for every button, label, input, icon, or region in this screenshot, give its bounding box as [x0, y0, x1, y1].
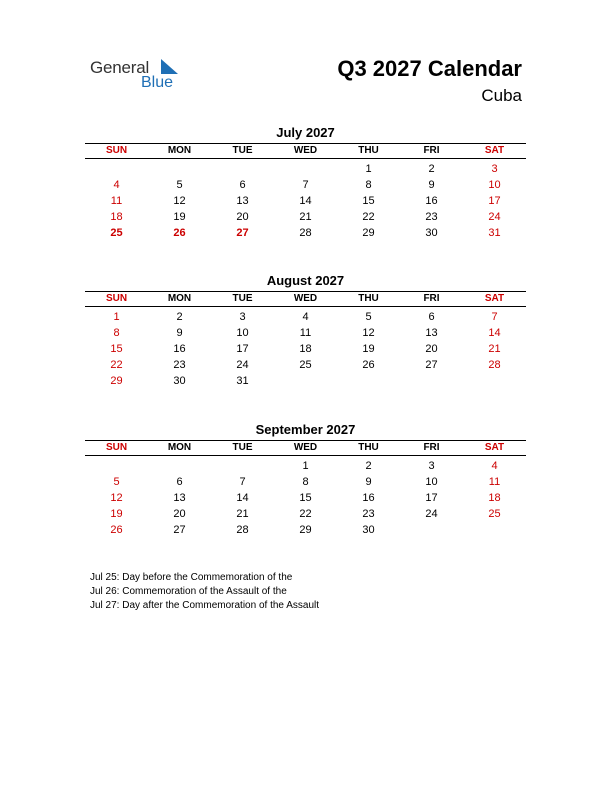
day-cell: 31 [236, 375, 249, 387]
weekday-label: SUN [105, 145, 128, 156]
day-cell: 8 [365, 179, 372, 191]
day-cell: 9 [365, 476, 372, 488]
day-cell: 22 [362, 211, 375, 223]
day-cell: 22 [110, 359, 123, 371]
day-cell: 1 [113, 311, 120, 323]
month-calendar-july [85, 125, 526, 241]
weekday-label: SUN [105, 442, 128, 453]
day-cell: 4 [302, 311, 309, 323]
day-cell: 23 [362, 508, 375, 520]
day-cell: 13 [425, 327, 438, 339]
day-cell: 11 [110, 195, 123, 207]
empty-day-cell [148, 458, 211, 474]
day-cell: 25 [488, 508, 501, 520]
day-cell: 18 [110, 211, 123, 223]
logo-triangle-icon [161, 59, 178, 74]
day-cell: 21 [488, 343, 501, 355]
day-cell: 24 [488, 211, 501, 223]
empty-day-cell [274, 161, 337, 177]
day-cell: 30 [173, 375, 186, 387]
day-cell: 21 [299, 211, 312, 223]
weekday-label: WED [293, 442, 318, 453]
day-cell: 13 [236, 195, 249, 207]
day-cell: 1 [365, 163, 372, 175]
day-cell: 3 [491, 163, 498, 175]
day-cell: 6 [176, 476, 183, 488]
holiday-note: Jul 27: Day after the Commemoration of the Assault [90, 600, 319, 611]
day-cell: 31 [488, 227, 501, 239]
weekday-label: FRI [423, 442, 440, 453]
day-cell: 6 [428, 311, 435, 323]
day-cell: 25 [299, 359, 312, 371]
weekday-label: TUE [232, 145, 253, 156]
day-cell: 18 [488, 492, 501, 504]
empty-day-cell [211, 161, 274, 177]
day-cell: 26 [362, 359, 375, 371]
weekday-label: THU [358, 293, 379, 304]
day-cell: 19 [173, 211, 186, 223]
holiday-notes [90, 571, 370, 613]
day-cell: 3 [239, 311, 246, 323]
day-cell: 8 [113, 327, 120, 339]
month-title: August 2027 [266, 273, 345, 288]
day-cell: 2 [365, 460, 372, 472]
day-cell: 9 [176, 327, 183, 339]
day-cell: 26 [110, 524, 123, 536]
holiday-day-cell: 26 [173, 227, 186, 239]
weekday-label: THU [358, 145, 379, 156]
day-cell: 21 [236, 508, 249, 520]
weekday-label: SUN [105, 293, 128, 304]
weekday-label: WED [293, 293, 318, 304]
day-cell: 28 [236, 524, 249, 536]
day-cell: 12 [173, 195, 186, 207]
weekday-label: MON [167, 145, 192, 156]
empty-day-cell [211, 458, 274, 474]
day-cell: 2 [176, 311, 183, 323]
day-cell: 10 [236, 327, 249, 339]
day-cell: 19 [110, 508, 123, 520]
holiday-note: Jul 25: Day before the Commemoration of the [90, 572, 293, 583]
page-title: Q3 2027 Calendar [337, 56, 522, 81]
holiday-day-cell: 25 [110, 227, 123, 239]
day-cell: 2 [428, 163, 435, 175]
day-cell: 17 [425, 492, 438, 504]
day-cell: 10 [425, 476, 438, 488]
logo-blue-text: Blue [141, 74, 174, 91]
weekday-label: SAT [484, 145, 505, 156]
day-cell: 20 [425, 343, 438, 355]
day-cell: 7 [302, 179, 309, 191]
weekday-label: THU [358, 442, 379, 453]
day-cell: 20 [173, 508, 186, 520]
day-cell: 14 [488, 327, 501, 339]
day-cell: 4 [491, 460, 498, 472]
weekday-label: WED [293, 145, 318, 156]
holiday-note: Jul 26: Commemoration of the Assault of the [90, 586, 287, 597]
day-cell: 24 [425, 508, 438, 520]
day-cell: 27 [425, 359, 438, 371]
day-cell: 29 [299, 524, 312, 536]
weekday-header-row [85, 440, 526, 456]
weekday-label: FRI [423, 293, 440, 304]
weekday-label: MON [167, 293, 192, 304]
day-cell: 4 [113, 179, 120, 191]
day-cell: 17 [488, 195, 501, 207]
day-cell: 12 [110, 492, 123, 504]
day-cell: 23 [425, 211, 438, 223]
day-cell: 1 [302, 460, 309, 472]
day-cell: 16 [362, 492, 375, 504]
weekday-header-row [85, 143, 526, 159]
day-cell: 15 [362, 195, 375, 207]
day-cell: 3 [428, 460, 435, 472]
day-cell: 5 [113, 476, 120, 488]
day-cell: 20 [236, 211, 249, 223]
day-cell: 5 [176, 179, 183, 191]
country-name: Cuba [481, 86, 522, 105]
day-cell: 30 [425, 227, 438, 239]
day-grid [85, 458, 526, 538]
weekday-label: TUE [232, 293, 253, 304]
month-title: July 2027 [276, 125, 335, 140]
day-cell: 7 [239, 476, 246, 488]
weekday-label: SAT [484, 293, 505, 304]
day-cell: 27 [173, 524, 186, 536]
day-cell: 10 [488, 179, 501, 191]
day-cell: 15 [110, 343, 123, 355]
day-cell: 12 [362, 327, 375, 339]
month-calendar-august [85, 273, 526, 389]
day-cell: 13 [173, 492, 186, 504]
weekday-header-row [85, 291, 526, 307]
day-cell: 16 [425, 195, 438, 207]
day-cell: 5 [365, 311, 372, 323]
day-cell: 9 [428, 179, 435, 191]
day-cell: 16 [173, 343, 186, 355]
month-calendar-september [85, 422, 526, 538]
weekday-label: SAT [484, 442, 505, 453]
holiday-day-cell: 27 [236, 227, 249, 239]
day-cell: 19 [362, 343, 375, 355]
day-cell: 29 [110, 375, 123, 387]
day-cell: 11 [299, 327, 312, 339]
empty-day-cell [85, 458, 148, 474]
day-cell: 28 [299, 227, 312, 239]
day-cell: 28 [488, 359, 501, 371]
day-cell: 14 [299, 195, 312, 207]
brand-logo [90, 56, 190, 96]
day-cell: 24 [236, 359, 249, 371]
day-cell: 6 [239, 179, 246, 191]
day-cell: 14 [236, 492, 249, 504]
day-cell: 11 [488, 476, 501, 488]
day-grid [85, 309, 526, 389]
day-cell: 29 [362, 227, 375, 239]
logo-general-text: General [90, 58, 150, 77]
weekday-label: FRI [423, 145, 440, 156]
month-title: September 2027 [255, 422, 356, 437]
day-cell: 8 [302, 476, 309, 488]
day-grid [85, 161, 526, 241]
empty-day-cell [85, 161, 148, 177]
day-cell: 30 [362, 524, 375, 536]
day-cell: 23 [173, 359, 186, 371]
day-cell: 7 [491, 311, 498, 323]
day-cell: 15 [299, 492, 312, 504]
day-cell: 17 [236, 343, 249, 355]
empty-day-cell [148, 161, 211, 177]
day-cell: 18 [299, 343, 312, 355]
weekday-label: MON [167, 442, 192, 453]
day-cell: 22 [299, 508, 312, 520]
weekday-label: TUE [232, 442, 253, 453]
